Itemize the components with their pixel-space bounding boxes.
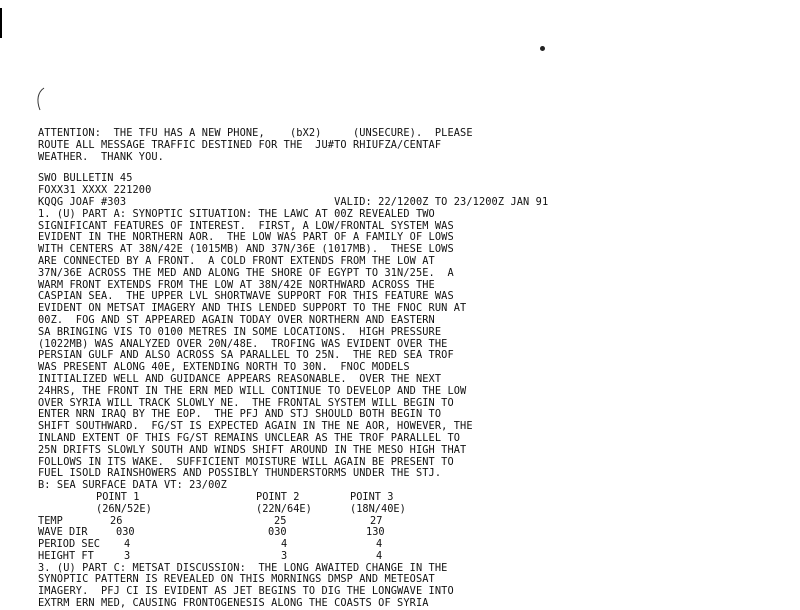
table-row (38, 539, 798, 551)
scan-speck (540, 46, 545, 51)
table-header: POINT 3 (350, 490, 394, 503)
body-line: (1022MB) WAS ANALYZED OVER 20N/48E. TROFING WAS EVIDENT OVER THE (38, 337, 448, 350)
sea-surface-table (38, 492, 798, 563)
table-coord: (26N/52E) (96, 502, 152, 515)
bulletin-valid-time: KQQG JOAF #303 VALID: 22/1200Z TO 23/1200Z JAN 91 (38, 195, 549, 208)
table-row-label: WAVE DIR (38, 526, 88, 539)
table-header: POINT 2 (256, 490, 300, 503)
table-cell: 27 (370, 514, 383, 527)
body-line: INLAND EXTENT OF THIS FG/ST REMAINS UNCLEAR AS THE TROF PARALLEL TO (38, 431, 461, 444)
table-row (38, 551, 798, 563)
body-line: WAS PRESENT ALONG 40E, EXTENDING NORTH TO 30N. FNOC MODELS (38, 361, 410, 374)
attention-line: WEATHER. THANK YOU. (38, 150, 164, 163)
body-line: IMAGERY. PFJ CI IS EVIDENT AS JET BEGINS TO DIG THE LONGWAVE INTO (38, 585, 454, 598)
body-line: CASPIAN SEA. THE UPPER LVL SHORTWAVE SUPPORT FOR THIS FEATURE WAS (38, 290, 454, 303)
body-line: FUEL ISOLD RAINSHOWERS AND POSSIBLY THUNDERSTORMS UNDER THE STJ. (38, 467, 442, 480)
body-line: OVER SYRIA WILL TRACK SLOWLY NE. THE FRONTAL SYSTEM WILL BEGIN TO (38, 396, 454, 409)
table-row-label: TEMP (38, 514, 63, 527)
table-cell: 4 (281, 538, 288, 551)
metsat-section (38, 563, 798, 610)
body-line: ARE CONNECTED BY A FRONT. A COLD FRONT EXTENDS FROM THE LOW AT (38, 254, 435, 267)
table-cell: 3 (124, 549, 131, 562)
pen-mark (34, 86, 48, 112)
document-text (38, 128, 798, 610)
body-line: EVIDENT ON METSAT IMAGERY AND THIS LENDED SUPPORT TO THE FNOC RUN AT (38, 302, 467, 315)
attention-line: ROUTE ALL MESSAGE TRAFFIC DESTINED FOR THE JU#TO RHIUFZA/CENTAF (38, 138, 442, 151)
body-line: B: SEA SURFACE DATA VT: 23/00Z (38, 479, 227, 492)
table-cell: 4 (124, 538, 131, 551)
body-line: 37N/36E ACROSS THE MED AND ALONG THE SHORE OF EGYPT TO 31N/25E. A (38, 266, 454, 279)
table-cell: 26 (110, 514, 123, 527)
table-row-label: HEIGHT FT (38, 549, 94, 562)
body-line: ENTER NRN IRAQ BY THE EOP. THE PFJ AND STJ SHOULD BOTH BEGIN TO (38, 408, 442, 421)
body-line: 1. (U) PART A: SYNOPTIC SITUATION: THE LAWC AT 00Z REVEALED TWO (38, 207, 435, 220)
table-row-label: PERIOD SEC (38, 538, 100, 551)
body-line: WITH CENTERS AT 38N/42E (1015MB) AND 37N/36E (1017MB). THESE LOWS (38, 243, 454, 256)
body-line: SA BRINGING VIS TO 0100 METRES IN SOME LOCATIONS. HIGH PRESSURE (38, 325, 442, 338)
table-coords-row (38, 504, 798, 516)
table-header-row (38, 492, 798, 504)
body-line: EXTRM ERN MED, CAUSING FRONTOGENESIS ALONG THE COASTS OF SYRIA (38, 597, 429, 610)
table-row (38, 516, 798, 528)
table-cell: 3 (281, 549, 288, 562)
body-line: 3. (U) PART C: METSAT DISCUSSION: THE LONG AWAITED CHANGE IN THE (38, 561, 448, 574)
body-line: FOLLOWS IN ITS WAKE. SUFFICIENT MOISTURE WILL AGAIN BE PRESENT TO (38, 455, 454, 468)
table-cell: 030 (116, 526, 135, 539)
body-line: 24HRS, THE FRONT IN THE ERN MED WILL CONTINUE TO DEVELOP AND THE LOW (38, 384, 467, 397)
body-line: EVIDENT IN THE NORTHERN AOR. THE LOW WAS PART OF A FAMILY OF LOWS (38, 231, 454, 244)
body-line: 25N DRIFTS SLOWLY SOUTH AND WINDS SHIFT AROUND IN THE MESO HIGH THAT (38, 443, 467, 456)
table-coord: (18N/40E) (350, 502, 406, 515)
table-cell: 030 (268, 526, 287, 539)
table-header: POINT 1 (96, 490, 140, 503)
body-line: 00Z. FOG AND ST APPEARED AGAIN TODAY OVER NORTHERN AND EASTERN (38, 313, 435, 326)
table-cell: 130 (366, 526, 385, 539)
bulletin-number: SWO BULLETIN 45 (38, 172, 133, 185)
bulletin-header (38, 173, 798, 208)
body-line: SIGNIFICANT FEATURES OF INTEREST. FIRST, A LOW/FRONTAL SYSTEM WAS (38, 219, 454, 232)
body-line: SYNOPTIC PATTERN IS REVEALED ON THIS MORNINGS DMSP AND METEOSAT (38, 573, 435, 586)
table-cell: 4 (376, 549, 383, 562)
table-row (38, 527, 798, 539)
table-coord: (22N/64E) (256, 502, 312, 515)
synoptic-section (38, 209, 798, 492)
body-line: WARM FRONT EXTENDS FROM THE LOW AT 38N/42E NORTHWARD ACROSS THE (38, 278, 435, 291)
attention-notice (38, 128, 798, 163)
bulletin-id: FOXX31 XXXX 221200 (38, 184, 152, 197)
body-line: INITIALIZED WELL AND GUIDANCE APPEARS REASONABLE. OVER THE NEXT (38, 372, 442, 385)
table-cell: 4 (376, 538, 383, 551)
attention-line: ATTENTION: THE TFU HAS A NEW PHONE, (bX2) (UNSECURE). PLEASE (38, 127, 473, 139)
table-cell: 25 (274, 514, 287, 527)
scan-edge-mark (0, 8, 2, 38)
body-line: SHIFT SOUTHWARD. FG/ST IS EXPECTED AGAIN IN THE NE AOR, HOWEVER, THE (38, 420, 473, 433)
body-line: PERSIAN GULF AND ALSO ACROSS SA PARALLEL TO 25N. THE RED SEA TROF (38, 349, 454, 362)
